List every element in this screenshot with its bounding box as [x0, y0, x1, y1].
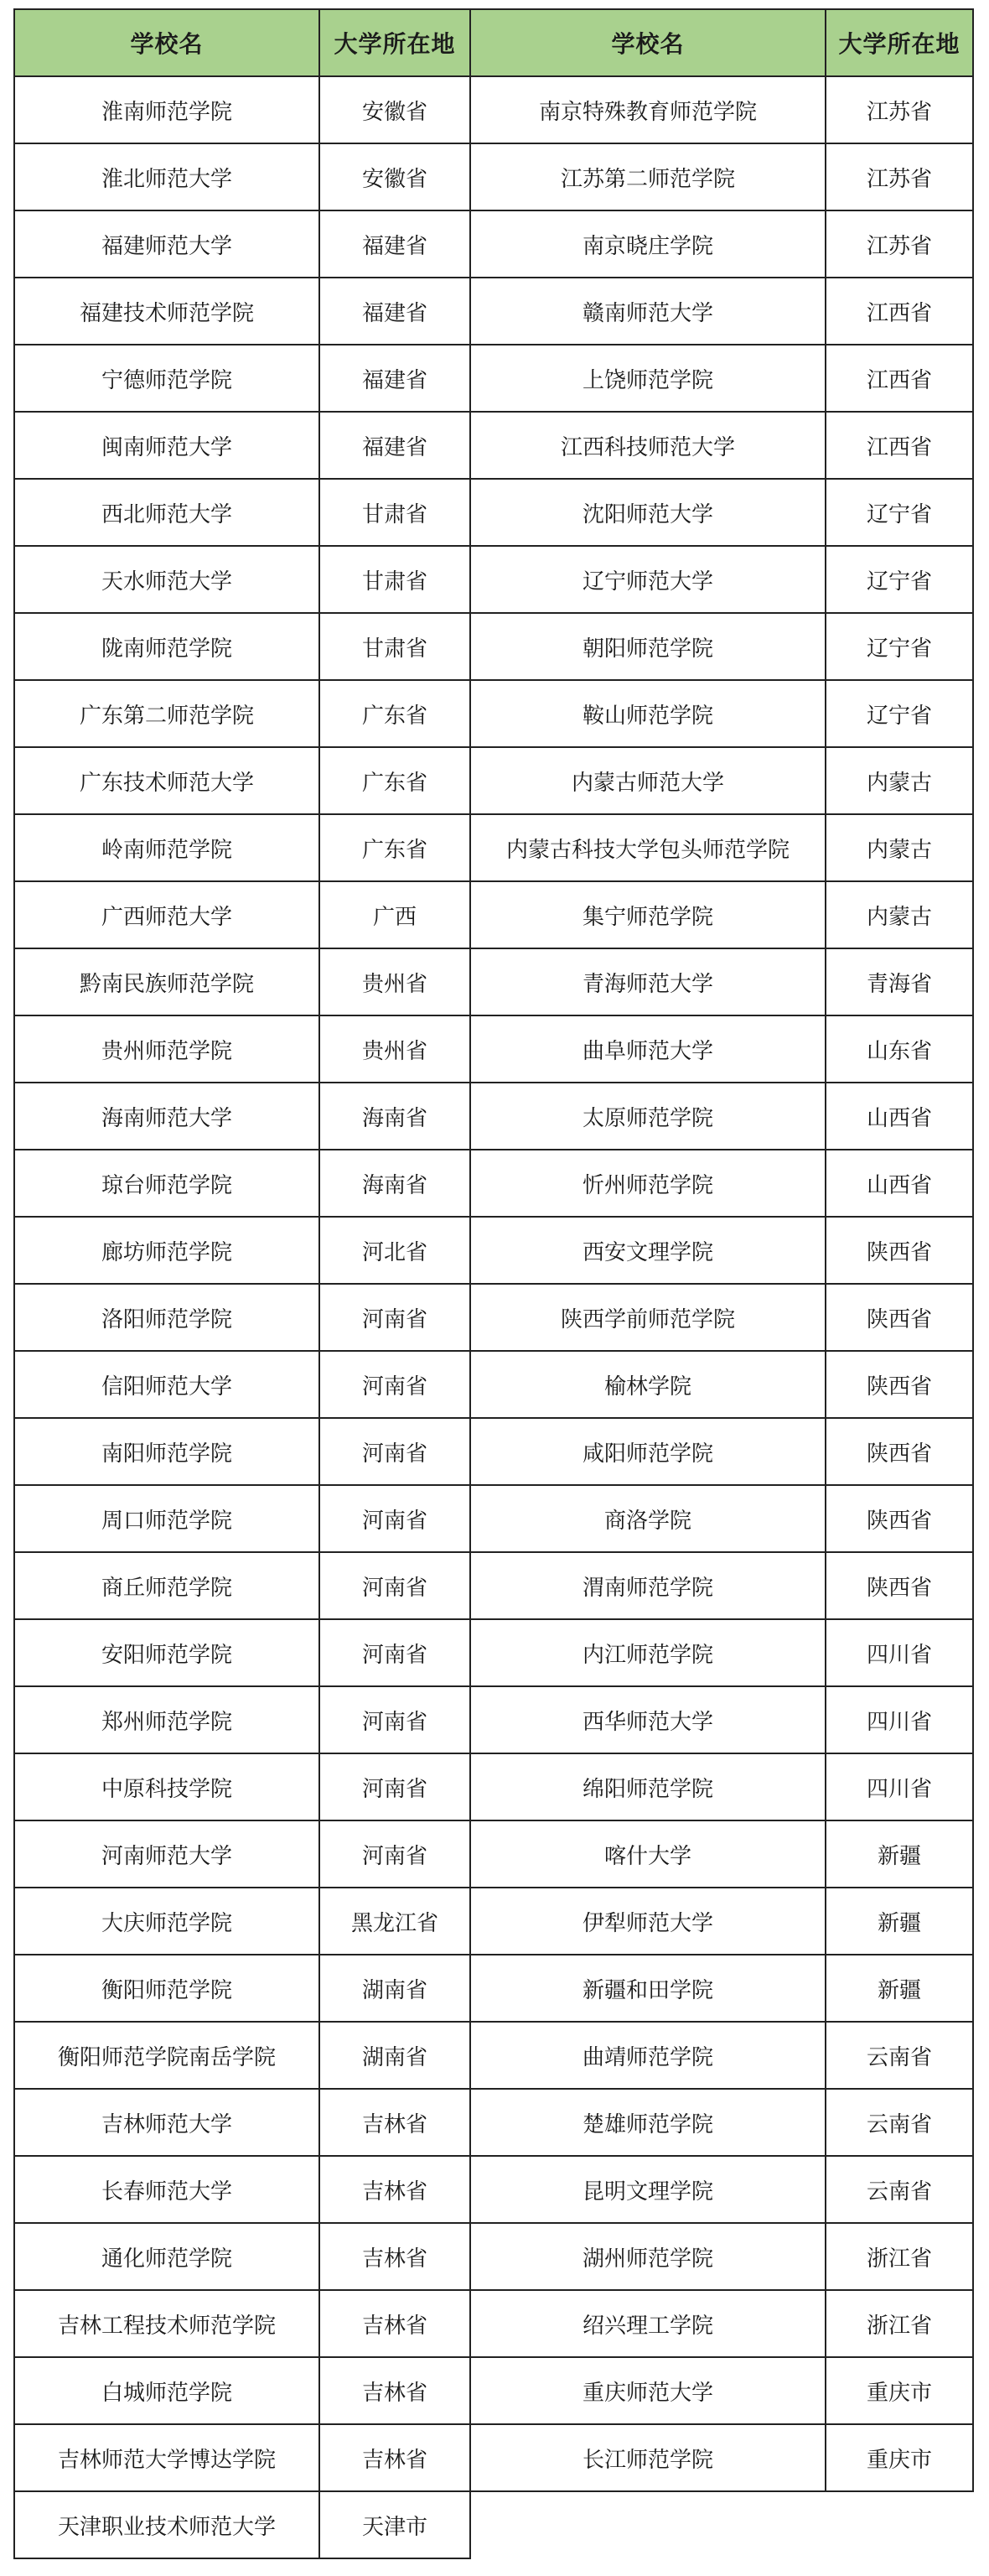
- school-name-right-cell: 忻州师范学院: [470, 1150, 826, 1217]
- location-right-cell: 四川省: [826, 1686, 973, 1753]
- table-row: [14, 412, 973, 479]
- table-row: [14, 2223, 973, 2290]
- school-name-left-cell: 广东第二师范学院: [14, 680, 319, 747]
- location-left-cell: 湖南省: [319, 2022, 470, 2089]
- school-name-left-cell: 长春师范大学: [14, 2156, 319, 2223]
- location-right-cell: 陕西省: [826, 1485, 973, 1552]
- school-name-right-cell: 内江师范学院: [470, 1619, 826, 1686]
- school-name-right-cell: 内蒙古师范大学: [470, 747, 826, 814]
- location-left-cell: 天津市: [319, 2491, 470, 2558]
- location-left-cell: 福建省: [319, 278, 470, 345]
- location-left-cell: 广西: [319, 881, 470, 948]
- school-name-right-cell: 西安文理学院: [470, 1217, 826, 1284]
- location-left-cell: 甘肃省: [319, 613, 470, 680]
- school-name-left-cell: 信阳师范大学: [14, 1351, 319, 1418]
- location-left-cell: 湖南省: [319, 1955, 470, 2022]
- table-row: [14, 2290, 973, 2357]
- school-name-right-cell: 喀什大学: [470, 1820, 826, 1888]
- table-row: [14, 345, 973, 412]
- table-row: [14, 143, 973, 210]
- schools-table: [13, 8, 974, 2559]
- location-left-cell: 广东省: [319, 747, 470, 814]
- location-left-cell: 吉林省: [319, 2223, 470, 2290]
- school-name-right-cell: 长江师范学院: [470, 2424, 826, 2491]
- table-row: [14, 680, 973, 747]
- school-name-left-cell: 通化师范学院: [14, 2223, 319, 2290]
- location-right-cell: 重庆市: [826, 2357, 973, 2424]
- school-name-right-cell: 楚雄师范学院: [470, 2089, 826, 2156]
- table-row: [14, 1485, 973, 1552]
- location-right-cell: 四川省: [826, 1753, 973, 1820]
- location-right-cell: 重庆市: [826, 2424, 973, 2491]
- table-row: [14, 1418, 973, 1485]
- location-right-cell: 山西省: [826, 1083, 973, 1150]
- school-name-left-cell: 吉林师范大学博达学院: [14, 2424, 319, 2491]
- location-left-cell: 吉林省: [319, 2424, 470, 2491]
- location-left-cell: 河南省: [319, 1351, 470, 1418]
- location-left-cell: 吉林省: [319, 2357, 470, 2424]
- school-name-left-cell: 黔南民族师范学院: [14, 948, 319, 1015]
- location-left-cell: 福建省: [319, 210, 470, 278]
- location-right-cell: 江苏省: [826, 76, 973, 143]
- location-left-cell: 河南省: [319, 1485, 470, 1552]
- location-left-cell: 甘肃省: [319, 546, 470, 613]
- location-right-cell: 江苏省: [826, 143, 973, 210]
- location-left-cell: 广东省: [319, 680, 470, 747]
- school-name-left-cell: 衡阳师范学院: [14, 1955, 319, 2022]
- school-name-right-cell: 湖州师范学院: [470, 2223, 826, 2290]
- school-name-right-cell: 上饶师范学院: [470, 345, 826, 412]
- location-left-cell: 河南省: [319, 1686, 470, 1753]
- location-left-cell: 贵州省: [319, 1015, 470, 1083]
- school-name-left-cell: 周口师范学院: [14, 1485, 319, 1552]
- location-right-cell: 辽宁省: [826, 546, 973, 613]
- table-row: [14, 2089, 973, 2156]
- location-right-cell: 浙江省: [826, 2223, 973, 2290]
- location-right-cell: 陕西省: [826, 1217, 973, 1284]
- school-name-right-cell: 新疆和田学院: [470, 1955, 826, 2022]
- location-right-cell: 新疆: [826, 1888, 973, 1955]
- location-left-cell: 甘肃省: [319, 479, 470, 546]
- header-location-left: 大学所在地: [319, 9, 470, 76]
- school-name-right-cell: 江西科技师范大学: [470, 412, 826, 479]
- school-name-right-cell: 咸阳师范学院: [470, 1418, 826, 1485]
- table-header: [14, 9, 973, 76]
- location-right-cell: 云南省: [826, 2156, 973, 2223]
- school-name-right-cell: 伊犁师范大学: [470, 1888, 826, 1955]
- school-name-left-cell: 福建师范大学: [14, 210, 319, 278]
- location-left-cell: 河南省: [319, 1753, 470, 1820]
- location-left-cell: 河南省: [319, 1820, 470, 1888]
- school-name-left-cell: 中原科技学院: [14, 1753, 319, 1820]
- table-row: [14, 613, 973, 680]
- table-row: [14, 1888, 973, 1955]
- table-row: [14, 1955, 973, 2022]
- school-name-right-cell: 绍兴理工学院: [470, 2290, 826, 2357]
- table-row: [14, 1552, 973, 1619]
- school-name-right-cell: 榆林学院: [470, 1351, 826, 1418]
- location-left-cell: 黑龙江省: [319, 1888, 470, 1955]
- empty-cell: [470, 2491, 826, 2558]
- school-name-right-cell: 南京特殊教育师范学院: [470, 76, 826, 143]
- school-name-right-cell: 太原师范学院: [470, 1083, 826, 1150]
- location-left-cell: 河南省: [319, 1284, 470, 1351]
- table-row: [14, 2424, 973, 2491]
- school-name-right-cell: 重庆师范大学: [470, 2357, 826, 2424]
- location-right-cell: 新疆: [826, 1820, 973, 1888]
- table-row: [14, 1083, 973, 1150]
- location-left-cell: 海南省: [319, 1150, 470, 1217]
- location-right-cell: 山西省: [826, 1150, 973, 1217]
- table-row: [14, 76, 973, 143]
- school-name-right-cell: 陕西学前师范学院: [470, 1284, 826, 1351]
- location-right-cell: 云南省: [826, 2022, 973, 2089]
- header-school-name-right: 学校名: [470, 9, 826, 76]
- school-name-left-cell: 洛阳师范学院: [14, 1284, 319, 1351]
- school-name-right-cell: 赣南师范大学: [470, 278, 826, 345]
- school-name-left-cell: 西北师范大学: [14, 479, 319, 546]
- location-left-cell: 河南省: [319, 1619, 470, 1686]
- table-row: [14, 2156, 973, 2223]
- table-row: [14, 2022, 973, 2089]
- location-right-cell: 江西省: [826, 345, 973, 412]
- location-right-cell: 内蒙古: [826, 814, 973, 881]
- school-name-left-cell: 天水师范大学: [14, 546, 319, 613]
- table-row: [14, 2491, 973, 2558]
- location-left-cell: 河南省: [319, 1552, 470, 1619]
- location-left-cell: 河南省: [319, 1418, 470, 1485]
- school-name-left-cell: 南阳师范学院: [14, 1418, 319, 1485]
- table-row: [14, 1753, 973, 1820]
- school-name-left-cell: 琼台师范学院: [14, 1150, 319, 1217]
- header-row: [14, 9, 973, 76]
- location-right-cell: 江西省: [826, 412, 973, 479]
- location-left-cell: 河北省: [319, 1217, 470, 1284]
- table-row: [14, 546, 973, 613]
- school-name-left-cell: 吉林师范大学: [14, 2089, 319, 2156]
- table-row: [14, 747, 973, 814]
- school-name-right-cell: 朝阳师范学院: [470, 613, 826, 680]
- location-right-cell: 陕西省: [826, 1284, 973, 1351]
- school-name-left-cell: 衡阳师范学院南岳学院: [14, 2022, 319, 2089]
- location-right-cell: 内蒙古: [826, 747, 973, 814]
- header-school-name-left: 学校名: [14, 9, 319, 76]
- location-right-cell: 江苏省: [826, 210, 973, 278]
- table-row: [14, 1351, 973, 1418]
- school-name-right-cell: 曲阜师范大学: [470, 1015, 826, 1083]
- table-row: [14, 814, 973, 881]
- school-name-left-cell: 廊坊师范学院: [14, 1217, 319, 1284]
- school-name-right-cell: 青海师范大学: [470, 948, 826, 1015]
- school-name-right-cell: 渭南师范学院: [470, 1552, 826, 1619]
- location-left-cell: 广东省: [319, 814, 470, 881]
- location-left-cell: 安徽省: [319, 143, 470, 210]
- school-name-right-cell: 内蒙古科技大学包头师范学院: [470, 814, 826, 881]
- school-name-left-cell: 安阳师范学院: [14, 1619, 319, 1686]
- school-name-left-cell: 河南师范大学: [14, 1820, 319, 1888]
- school-name-left-cell: 福建技术师范学院: [14, 278, 319, 345]
- location-left-cell: 吉林省: [319, 2089, 470, 2156]
- location-right-cell: 新疆: [826, 1955, 973, 2022]
- school-name-right-cell: 西华师范大学: [470, 1686, 826, 1753]
- school-name-left-cell: 郑州师范学院: [14, 1686, 319, 1753]
- school-name-left-cell: 吉林工程技术师范学院: [14, 2290, 319, 2357]
- header-location-right: 大学所在地: [826, 9, 973, 76]
- school-name-left-cell: 广东技术师范大学: [14, 747, 319, 814]
- location-left-cell: 吉林省: [319, 2290, 470, 2357]
- location-right-cell: 四川省: [826, 1619, 973, 1686]
- table-row: [14, 1217, 973, 1284]
- school-name-right-cell: 曲靖师范学院: [470, 2022, 826, 2089]
- location-right-cell: 云南省: [826, 2089, 973, 2156]
- table-row: [14, 2357, 973, 2424]
- table-body: [14, 76, 973, 2558]
- table-row: [14, 1015, 973, 1083]
- school-name-right-cell: 商洛学院: [470, 1485, 826, 1552]
- location-left-cell: 安徽省: [319, 76, 470, 143]
- school-name-right-cell: 绵阳师范学院: [470, 1753, 826, 1820]
- school-name-left-cell: 宁德师范学院: [14, 345, 319, 412]
- location-right-cell: 青海省: [826, 948, 973, 1015]
- school-name-left-cell: 贵州师范学院: [14, 1015, 319, 1083]
- table-row: [14, 1619, 973, 1686]
- school-name-left-cell: 天津职业技术师范大学: [14, 2491, 319, 2558]
- table-row: [14, 1820, 973, 1888]
- location-right-cell: 辽宁省: [826, 680, 973, 747]
- location-left-cell: 福建省: [319, 412, 470, 479]
- location-right-cell: 辽宁省: [826, 613, 973, 680]
- table-row: [14, 881, 973, 948]
- location-right-cell: 辽宁省: [826, 479, 973, 546]
- school-name-left-cell: 海南师范大学: [14, 1083, 319, 1150]
- location-right-cell: 陕西省: [826, 1552, 973, 1619]
- table-row: [14, 278, 973, 345]
- table-row: [14, 210, 973, 278]
- school-name-right-cell: 辽宁师范大学: [470, 546, 826, 613]
- table-row: [14, 479, 973, 546]
- location-right-cell: 山东省: [826, 1015, 973, 1083]
- empty-cell: [826, 2491, 973, 2558]
- location-left-cell: 福建省: [319, 345, 470, 412]
- location-right-cell: 陕西省: [826, 1351, 973, 1418]
- table-row: [14, 1686, 973, 1753]
- school-name-left-cell: 商丘师范学院: [14, 1552, 319, 1619]
- school-name-left-cell: 闽南师范大学: [14, 412, 319, 479]
- school-name-right-cell: 江苏第二师范学院: [470, 143, 826, 210]
- location-left-cell: 海南省: [319, 1083, 470, 1150]
- school-name-left-cell: 广西师范大学: [14, 881, 319, 948]
- table-row: [14, 1284, 973, 1351]
- school-name-right-cell: 沈阳师范大学: [470, 479, 826, 546]
- location-right-cell: 陕西省: [826, 1418, 973, 1485]
- school-name-left-cell: 岭南师范学院: [14, 814, 319, 881]
- school-name-left-cell: 白城师范学院: [14, 2357, 319, 2424]
- school-name-left-cell: 淮南师范学院: [14, 76, 319, 143]
- school-name-left-cell: 陇南师范学院: [14, 613, 319, 680]
- school-name-left-cell: 淮北师范大学: [14, 143, 319, 210]
- school-name-right-cell: 昆明文理学院: [470, 2156, 826, 2223]
- location-right-cell: 内蒙古: [826, 881, 973, 948]
- school-name-right-cell: 鞍山师范学院: [470, 680, 826, 747]
- location-left-cell: 吉林省: [319, 2156, 470, 2223]
- school-name-right-cell: 集宁师范学院: [470, 881, 826, 948]
- location-right-cell: 江西省: [826, 278, 973, 345]
- school-name-right-cell: 南京晓庄学院: [470, 210, 826, 278]
- school-name-left-cell: 大庆师范学院: [14, 1888, 319, 1955]
- location-right-cell: 浙江省: [826, 2290, 973, 2357]
- location-left-cell: 贵州省: [319, 948, 470, 1015]
- table-row: [14, 1150, 973, 1217]
- table-row: [14, 948, 973, 1015]
